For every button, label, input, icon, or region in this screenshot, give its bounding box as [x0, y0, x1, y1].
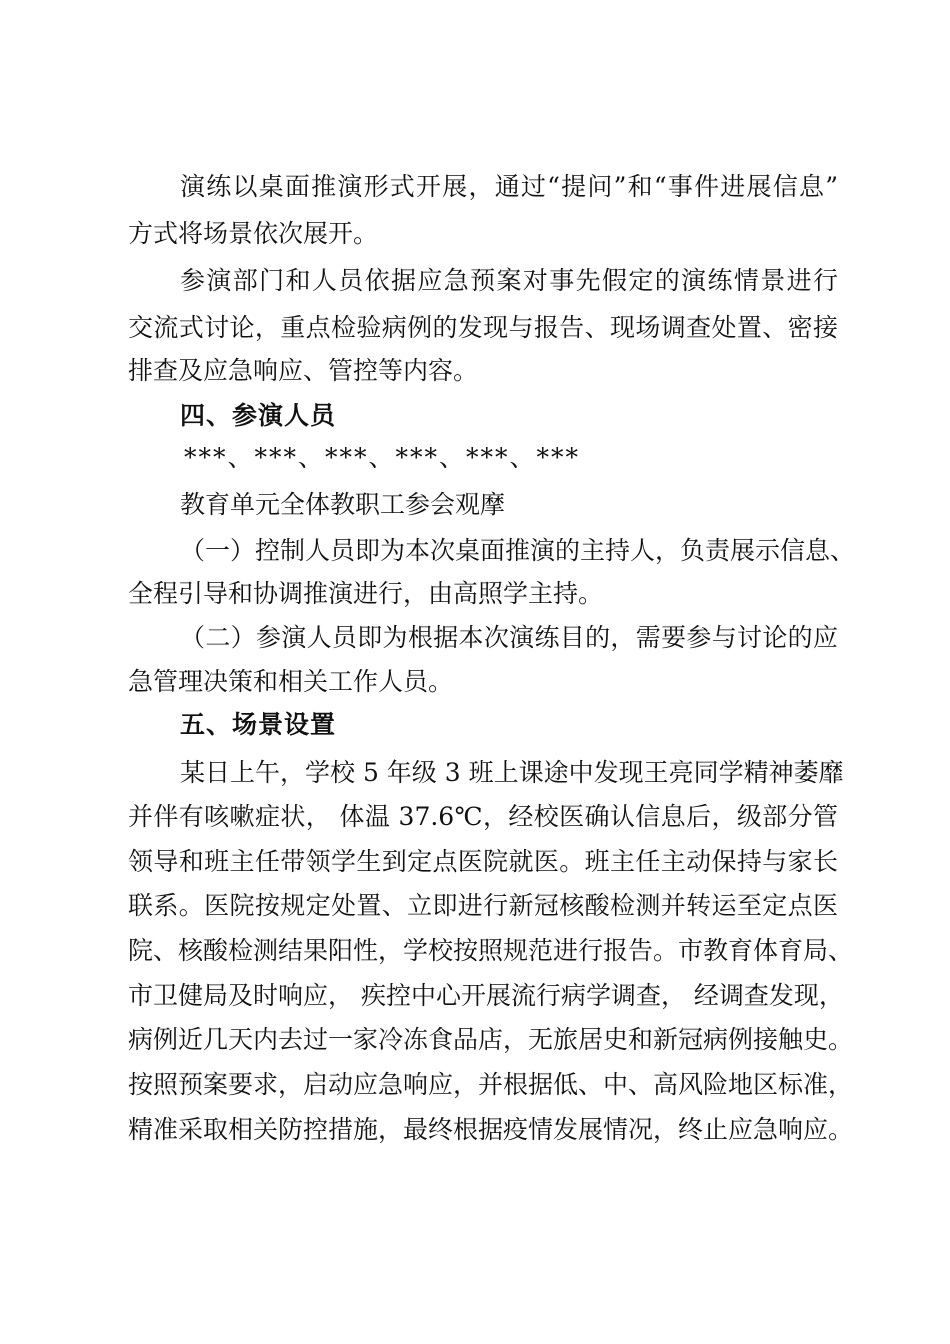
paragraph-line: 教育单元全体教职工参会观摩: [180, 490, 506, 519]
paragraph-line: 市卫健局及时响应， 疾控中心开展流行病学调查， 经调查发现，: [128, 981, 844, 1010]
paragraph-line: 联系。医院按规定处置、立即进行新冠核酸检测并转运至定点医: [128, 891, 838, 920]
paragraph-line: 演练以桌面推演形式开展，通过“提问”和“事件进展信息”: [180, 172, 838, 201]
paragraph-line: 领导和班主任带领学生到定点医院就医。班主任主动保持与家长: [128, 847, 838, 876]
paragraph-line: 并伴有咳嗽症状， 体温 37.6℃，经校医确认信息后，级部分管: [128, 802, 838, 831]
paragraph-line: 急管理决策和相关工作人员。: [128, 667, 454, 696]
paragraph-line: 全程引导和协调推演进行，由高照学主持。: [128, 579, 604, 608]
participant-list: ***、***、***、***、***、***: [184, 443, 581, 472]
section-heading: 五、场景设置: [180, 710, 337, 739]
paragraph-line: 某日上午，学校 5 年级 3 班上课途中发现王亮同学精神萎靡: [180, 758, 844, 787]
paragraph-line: 精准采取相关防控措施，最终根据疫情发展情况，终止应急响应。: [128, 1115, 854, 1144]
paragraph-line: （一）控制人员即为本次桌面推演的主持人，负责展示信息、: [180, 536, 856, 565]
paragraph-line: 排查及应急响应、管控等内容。: [128, 356, 479, 385]
paragraph-line: 病例近几天内去过一家冷冻食品店，无旅居史和新冠病例接触史。: [128, 1025, 854, 1054]
paragraph-line: 按照预案要求，启动应急响应，并根据低、中、高风险地区标准，: [128, 1070, 854, 1099]
paragraph-line: （二）参演人员即为根据本次演练目的，需要参与讨论的应: [180, 623, 838, 652]
paragraph-line: 方式将场景依次展开。: [128, 219, 379, 248]
section-heading: 四、参演人员: [180, 401, 337, 430]
paragraph-line: 参演部门和人员依据应急预案对事先假定的演练情景进行: [180, 266, 838, 295]
paragraph-line: 交流式讨论，重点检验病例的发现与报告、现场调查处置、密接: [128, 313, 838, 342]
paragraph-line: 院、核酸检测结果阳性，学校按照规范进行报告。市教育体育局、: [128, 936, 854, 965]
